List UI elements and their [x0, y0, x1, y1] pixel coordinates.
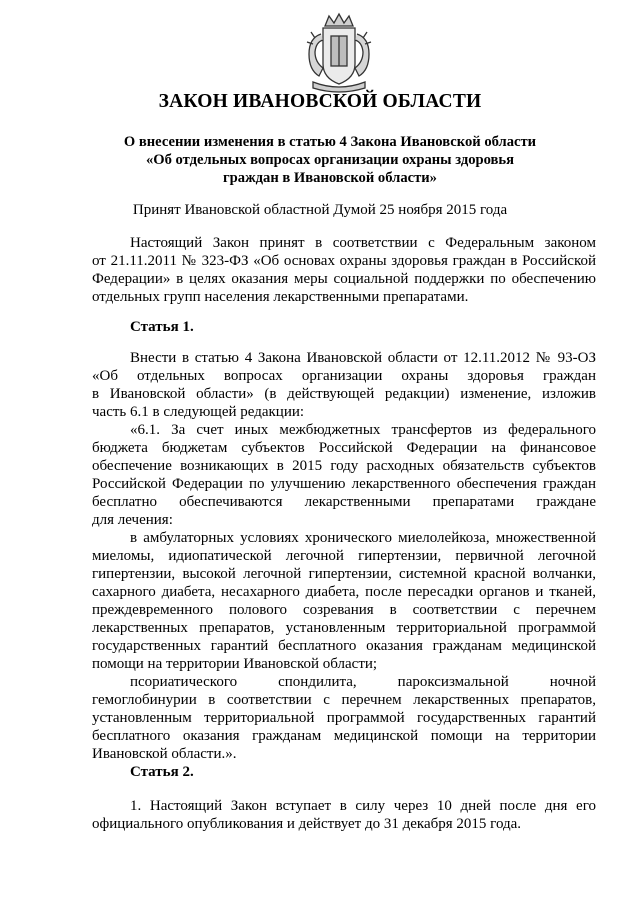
preamble-line: отдельных групп населения лекарственными препаратами.	[92, 289, 469, 305]
preamble-line: от 21.11.2011 № 323-ФЗ «Об основах охраны здоровья граждан в Российской	[92, 253, 596, 269]
article-1-line: лекарственных препаратов, установленным территориальной программой	[92, 620, 596, 636]
article-1-line: для лечения:	[92, 512, 173, 528]
adoption-statement: Принят Ивановской областной Думой 25 ноября 2015 года	[132, 202, 508, 218]
article-1-line: гемоглобинурии в соответствии с перечнем лекарственных препаратов,	[92, 692, 596, 708]
preamble-line: Федерации» в целях оказания меры социальной поддержки по обеспечению	[92, 271, 596, 287]
article-2-heading: Статья 2.	[130, 764, 194, 780]
article-1-line: «6.1. За счет иных межбюджетных трансфертов из федерального	[130, 422, 596, 438]
article-1-line: Ивановской области.».	[92, 746, 237, 762]
article-1-line: бесплатного оказания гражданам медицинской помощи на территории	[92, 728, 596, 744]
subtitle-line: граждан в Ивановской области»	[223, 170, 437, 186]
article-1-line: Российской Федерации по улучшению лекарственного обеспечения граждан	[92, 476, 596, 492]
article-1-line: миеломы, идиопатической легочной гипертензии, первичной легочной	[92, 548, 596, 564]
article-1-line: сахарного диабета, несахарного диабета, после пересадки органов и тканей,	[92, 584, 596, 600]
article-1-line: гипертензии, высокой легочной гипертензии, системной красной волчанки,	[92, 566, 596, 582]
article-1-line: в Ивановской области» (в действующей редакции) изменение, изложив	[92, 386, 596, 402]
article-1-line: бюджета бюджетам субъектов Российской Федерации на финансовое	[92, 440, 596, 456]
article-1-line: обеспечение возникающих в 2015 году расходных обязательств субъектов	[92, 458, 596, 474]
article-2-line: официального опубликования и действует до 31 декабря 2015 года.	[92, 816, 522, 832]
coat-of-arms-emblem	[301, 12, 377, 94]
article-1-line: установленным территориальной программой государственных гарантий	[92, 710, 596, 726]
article-2-line: 1. Настоящий Закон вступает в силу через 10 дней после дня его	[130, 798, 596, 814]
preamble-line: Настоящий Закон принят в соответствии с Федеральным законом	[130, 235, 596, 251]
article-1-line: помощи на территории Ивановской области;	[92, 656, 378, 672]
article-1-heading: Статья 1.	[130, 319, 194, 335]
article-1-line: «Об отдельных вопросах организации охраны здоровья граждан	[92, 368, 596, 384]
article-1-line: часть 6.1 в следующей редакции:	[92, 404, 305, 420]
law-title: ЗАКОН ИВАНОВСКОЙ ОБЛАСТИ	[158, 91, 482, 112]
article-1-line: в амбулаторных условиях хронического миелолейкоза, множественной	[130, 530, 596, 546]
article-1-line: преждевременного полового созревания в соответствии с перечнем	[92, 602, 596, 618]
subtitle-line: О внесении изменения в статью 4 Закона Ивановской области	[123, 134, 537, 150]
article-1-line: государственных гарантий бесплатного оказания гражданам медицинской	[92, 638, 596, 654]
subtitle-line: «Об отдельных вопросах организации охраны здоровья	[145, 152, 515, 168]
article-1-line: Внести в статью 4 Закона Ивановской области от 12.11.2012 № 93-ОЗ	[130, 350, 596, 366]
law-subtitle	[60, 133, 600, 187]
article-1-line: бесплатно обеспечиваются лекарственными препаратами граждане	[92, 494, 596, 510]
article-1-line: псориатического спондилита, пароксизмальной ночной	[130, 674, 596, 690]
